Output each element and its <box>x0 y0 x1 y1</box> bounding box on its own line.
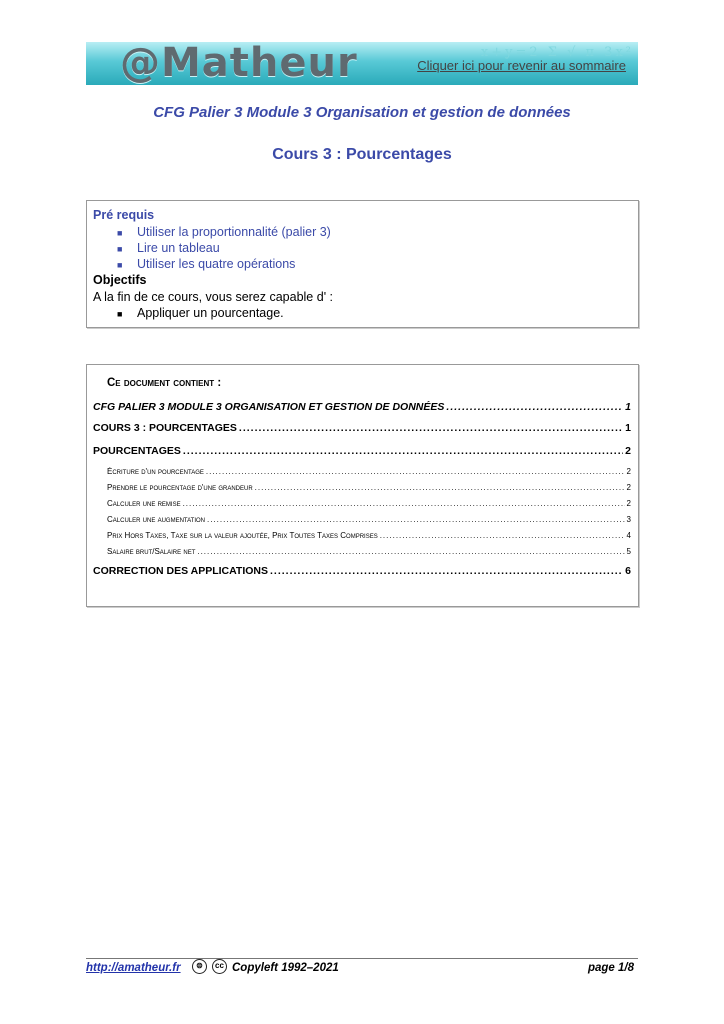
toc-entry[interactable] <box>93 565 631 577</box>
toc-entry-page: 2 <box>626 483 631 492</box>
objectives-intro: A la fin de ce cours, vous serez capable d' : <box>93 290 334 304</box>
course-title: Cours 3 : Pourcentages <box>272 146 452 163</box>
toc-entry-page: 3 <box>626 515 631 524</box>
toc-entry[interactable] <box>93 445 631 457</box>
toc-entry-page: 5 <box>626 547 631 556</box>
site-logo: @Matheur <box>120 42 358 85</box>
prereq-heading: Pré requis <box>93 208 155 222</box>
copyleft-notice: Copyleft 1992–2021 <box>232 962 339 974</box>
toc-entry-title: Prix Hors Taxes, Taxe sur la valeur ajoutée, Prix Toutes Taxes Comprises <box>107 531 378 540</box>
toc-entry[interactable] <box>107 515 631 524</box>
toc-entry-title: COURS 3 : POURCENTAGES <box>93 422 237 434</box>
cc-sa-glyph: ⊜ <box>196 961 203 970</box>
toc-entry-title: CORRECTION DES APPLICATIONS <box>93 565 269 577</box>
prerequisites-box <box>86 200 639 328</box>
objective-item: ■ Appliquer un pourcentage. <box>117 306 284 320</box>
toc-entry-title: Calculer une remise <box>107 499 181 508</box>
toc-entry-page: 2 <box>626 467 631 476</box>
toc-entry[interactable] <box>107 531 631 540</box>
creative-commons-sa-icon <box>192 959 207 974</box>
footer-divider <box>86 958 638 959</box>
back-to-summary-link[interactable]: Cliquer ici pour revenir au sommaire <box>417 58 626 73</box>
toc-entry-title: Prendre le pourcentage d'une grandeur <box>107 483 253 492</box>
toc-entry-page: 4 <box>626 531 631 540</box>
toc-entry-title: Écriture d'un pourcentage <box>107 467 204 476</box>
toc-entry[interactable] <box>93 401 631 413</box>
table-of-contents <box>86 364 639 607</box>
toc-entry-title: Calculer une augmentation <box>107 515 206 524</box>
prereq-item: ■ Lire un tableau <box>117 241 220 255</box>
toc-entry-page: 1 <box>625 422 631 434</box>
prereq-item-text: Lire un tableau <box>137 241 220 255</box>
toc-entry-page: 6 <box>625 565 631 577</box>
cc-glyph: cc <box>215 961 224 970</box>
toc-entry[interactable] <box>93 422 631 434</box>
creative-commons-icon <box>212 959 227 974</box>
toc-entry-title: POURCENTAGES <box>93 445 181 457</box>
prereq-item-text: Utiliser la proportionnalité (palier 3) <box>137 225 331 239</box>
toc-heading: Ce document contient : <box>107 377 222 389</box>
toc-entry-title: CFG PALIER 3 MODULE 3 ORGANISATION ET GESTION DE DONNÉES <box>93 401 445 413</box>
toc-entry[interactable] <box>107 547 631 556</box>
toc-entry[interactable] <box>107 499 631 508</box>
prereq-item-text: Utiliser les quatre opérations <box>137 257 296 271</box>
toc-entry[interactable] <box>107 467 631 476</box>
banner-decoration: x+y=2 Σ √ π 3x² <box>480 45 634 60</box>
objective-item-text: Appliquer un pourcentage. <box>137 306 284 320</box>
prereq-item: ■ Utiliser les quatre opérations <box>117 257 296 271</box>
header-banner <box>86 42 638 85</box>
toc-entry-page: 2 <box>625 445 631 457</box>
toc-entry-title: Salaire brut/Salaire net <box>107 547 196 556</box>
document-title: CFG Palier 3 Module 3 Organisation et gestion de données <box>153 104 571 121</box>
site-url-link[interactable]: http://amatheur.fr <box>86 962 181 974</box>
objectives-heading: Objectifs <box>93 273 147 287</box>
page-number: page 1/8 <box>587 962 634 974</box>
toc-entry-page: 1 <box>625 401 631 413</box>
prereq-item: ■ Utiliser la proportionnalité (palier 3) <box>117 225 331 239</box>
toc-entry[interactable] <box>107 483 631 492</box>
toc-entry-page: 2 <box>626 499 631 508</box>
